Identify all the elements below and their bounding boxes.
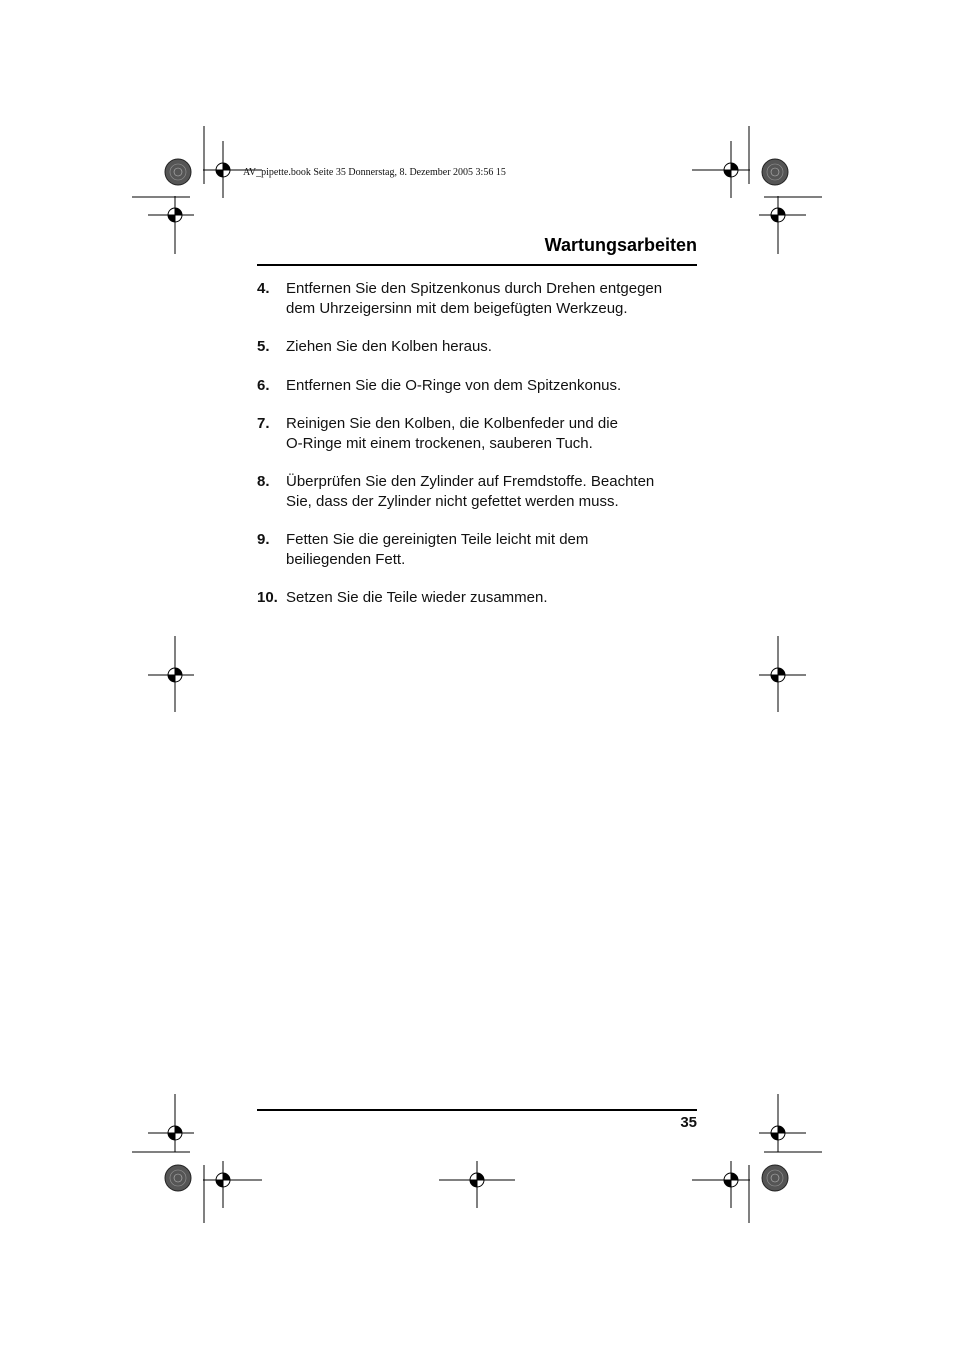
color-target-icon	[165, 159, 191, 185]
color-target-icon	[762, 1165, 788, 1191]
step-text: Entfernen Sie den Spitzenkonus durch Drehen entgegen dem Uhrzeigersinn mit dem beigefügten Werkzeug.	[286, 280, 663, 317]
footer-rule	[257, 1109, 697, 1111]
registration-mark-icon	[759, 196, 806, 254]
step-number: 9.	[257, 531, 270, 548]
registration-mark-icon	[759, 636, 806, 712]
step-number: 5.	[257, 338, 270, 355]
registration-mark-icon	[203, 1161, 262, 1208]
color-target-icon	[165, 1165, 191, 1191]
registration-mark-icon	[148, 1094, 194, 1152]
list-item	[257, 376, 697, 396]
step-number: 8.	[257, 473, 270, 490]
registration-mark-icon	[148, 636, 194, 712]
step-text: Ziehen Sie den Kolben heraus.	[286, 338, 492, 355]
step-number: 7.	[257, 415, 270, 432]
header-rule	[257, 264, 697, 266]
registration-mark-icon	[439, 1161, 515, 1208]
step-number: 6.	[257, 376, 270, 394]
page-title: Wartungsarbeiten	[544, 235, 697, 255]
step-text: Fetten Sie die gereinigten Teile leicht mit dem beiliegenden Fett.	[286, 531, 589, 568]
page-number: 35	[680, 1114, 697, 1131]
step-text: Setzen Sie die Teile wieder zusammen.	[286, 589, 548, 606]
print-info-line: AV_pipette.book Seite 35 Donnerstag, 8. Dezember 2005 3:56 15	[243, 167, 506, 178]
step-text: Überprüfen Sie den Zylinder auf Fremdstoffe. Beachten Sie, dass der Zylinder nicht gefettet werden muss.	[286, 473, 655, 510]
registration-mark-icon	[692, 1161, 750, 1208]
list-item	[257, 279, 697, 318]
list-item	[257, 414, 697, 453]
registration-mark-icon	[759, 1094, 806, 1152]
list-item	[257, 588, 697, 608]
step-text: Reinigen Sie den Kolben, die Kolbenfeder und die O-Ringe mit einem trockenen, sauberen Tuch.	[286, 415, 618, 452]
step-number: 10.	[257, 589, 278, 606]
step-text: Entfernen Sie die O-Ringe von dem Spitzenkonus.	[286, 376, 622, 394]
step-list	[257, 279, 697, 627]
list-item	[257, 472, 697, 511]
registration-mark-icon	[148, 196, 194, 254]
color-target-icon	[762, 159, 788, 185]
registration-mark-icon	[692, 141, 750, 198]
list-item	[257, 337, 697, 357]
list-item	[257, 530, 697, 569]
step-number: 4.	[257, 280, 270, 297]
